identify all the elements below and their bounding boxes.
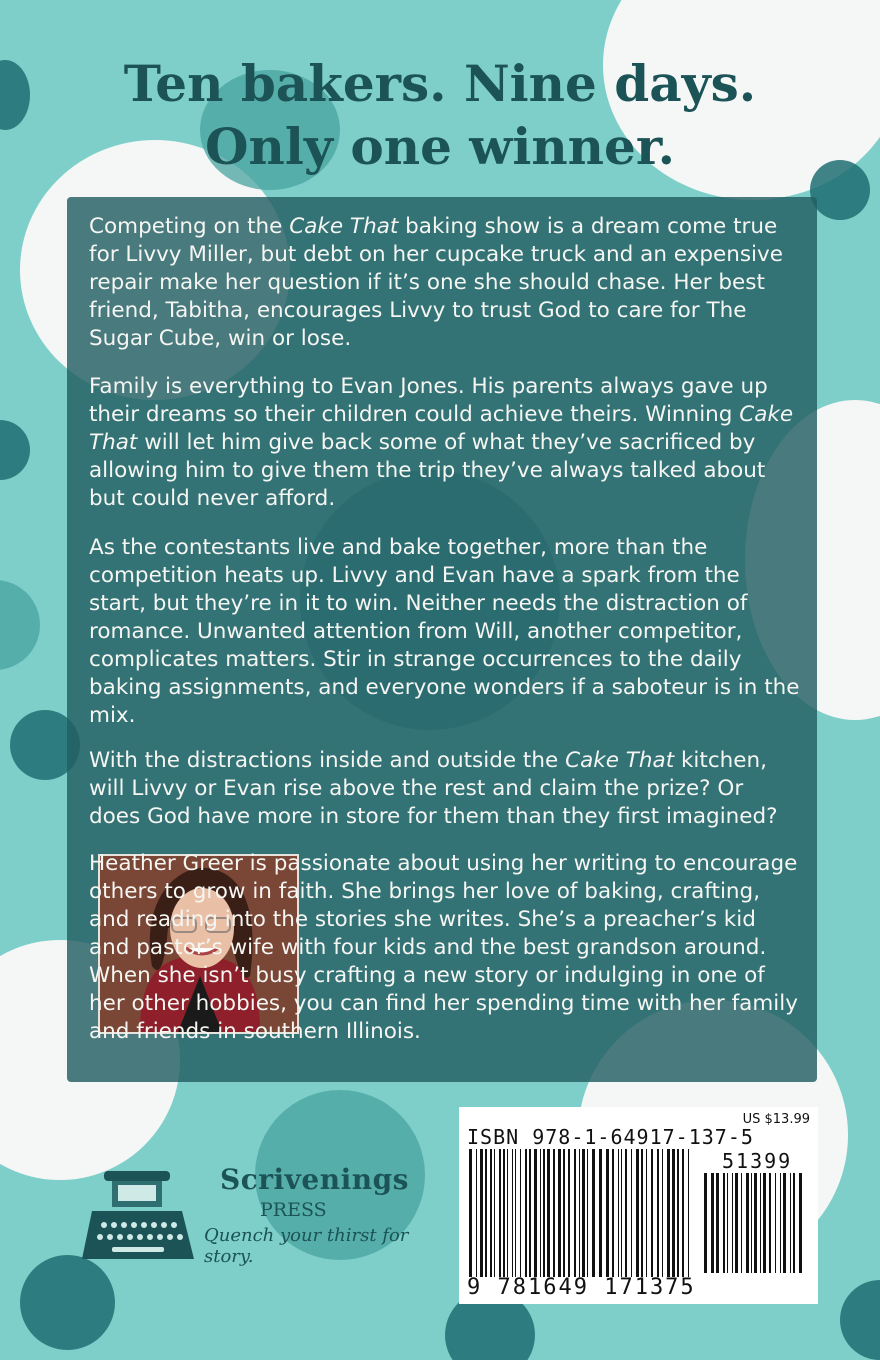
barcode-bar: [646, 1149, 647, 1277]
barcode-bar: [499, 1149, 501, 1277]
decorative-dot: [840, 1280, 880, 1360]
barcode-bar: [599, 1149, 602, 1277]
blurb-text: kitchen, will Livvy or Evan rise above the rest and claim the prize? Or does God have more in store for them than they first imagined?: [89, 748, 778, 829]
blurb-text: will let him give back some of what they’ve sacrificed by allowing him to give them the trip they’ve always talked about but could never afford.: [89, 430, 766, 511]
blurb-text: With the distractions inside and outside the: [89, 748, 566, 773]
barcode-bar: [636, 1149, 639, 1277]
publisher-logo: [82, 1163, 462, 1273]
barcode-bar: [793, 1173, 795, 1273]
isbn-barcode: [459, 1107, 818, 1304]
decorative-dot: [0, 420, 30, 480]
barcode-bar: [732, 1173, 733, 1273]
barcode-bar: [746, 1173, 749, 1273]
barcode-bar: [574, 1149, 576, 1277]
publisher-press: PRESS: [260, 1199, 327, 1221]
barcode-digits: 9 781649 171375: [467, 1275, 696, 1300]
barcode-bar: [723, 1173, 725, 1273]
blurb-text: baking show is a dream come true for Livvy Miller, but debt on her cupcake truck and an expensive repair make her question if it’s one she should chase. Her best friend, Tabitha, encourages Livvy to trust God to care for The Sugar Cube, win or lose.: [89, 214, 783, 351]
barcode-bar: [677, 1149, 679, 1277]
barcode-bar: [558, 1149, 561, 1277]
barcode-bar: [507, 1149, 508, 1277]
barcode-bar: [662, 1149, 663, 1277]
headline-line-1: Ten bakers. Nine days.: [123, 54, 757, 113]
barcode-bar: [606, 1149, 609, 1277]
barcode-bar: [760, 1173, 761, 1273]
barcode-bar: [667, 1149, 670, 1277]
barcode-bar: [587, 1149, 588, 1277]
barcode-bar: [553, 1149, 555, 1277]
barcode-bar: [682, 1149, 684, 1277]
publisher-name: Scrivenings: [220, 1163, 409, 1196]
barcode-bar: [688, 1149, 689, 1277]
addon-barcode-bars: [704, 1173, 804, 1273]
barcode-bar: [612, 1149, 614, 1277]
barcode-bar: [727, 1173, 728, 1273]
barcode-bars: [469, 1149, 694, 1277]
barcode-bar: [735, 1173, 738, 1273]
barcode-bar: [711, 1173, 714, 1273]
barcode-bar: [525, 1149, 527, 1277]
blurb-paragraph-2: [89, 373, 801, 513]
barcode-bar: [480, 1149, 483, 1277]
barcode-bar: [651, 1149, 653, 1277]
barcode-bar: [641, 1149, 643, 1277]
show-name: Cake That: [89, 402, 794, 455]
barcode-bar: [783, 1173, 786, 1273]
price-label: US $13.99: [742, 1112, 810, 1127]
blurb-paragraph-1: [89, 213, 801, 353]
barcode-bar: [631, 1149, 632, 1277]
typewriter-icon: [82, 1163, 202, 1273]
blurb-paragraph-4: [89, 747, 801, 831]
blurb-paragraph-3: As the contestants live and bake together, more than the competition heats up. Livvy and Evan have a spark from the start, but they’re in it to win. Neither needs the distraction of romance. Unwanted attention from Will, another competitor, complicates matters. Stir in strange occurrences to the daily baking assignments, and everyone wonders if a saboteur is in the mix.: [89, 535, 800, 728]
blurb-text: Competing on the: [89, 214, 290, 239]
barcode-bar: [790, 1173, 791, 1273]
barcode-bar: [672, 1149, 675, 1277]
barcode-bar: [741, 1173, 742, 1273]
barcode-bar: [512, 1149, 513, 1277]
barcode-bar: [704, 1173, 707, 1273]
publisher-tagline: Quench your thirst for story.: [204, 1225, 409, 1267]
barcode-bar: [529, 1149, 531, 1277]
isbn-label: ISBN 978-1-64917-137-5: [467, 1125, 754, 1149]
show-name: Cake That: [565, 748, 675, 773]
barcode-bar: [625, 1149, 627, 1277]
show-name: Cake That: [289, 214, 399, 239]
barcode-bar: [490, 1149, 492, 1277]
barcode-bar: [469, 1149, 472, 1277]
barcode-bar: [494, 1149, 495, 1277]
barcode-bar: [579, 1149, 580, 1277]
barcode-bar: [716, 1173, 719, 1273]
headline-line-2: Only one winner.: [205, 117, 675, 176]
barcode-bar: [751, 1173, 752, 1273]
barcode-bar: [582, 1149, 585, 1277]
barcode-bar: [476, 1149, 477, 1277]
barcode-bar: [540, 1149, 541, 1277]
barcode-bar: [568, 1149, 570, 1277]
barcode-bar: [769, 1173, 771, 1273]
barcode-bar: [592, 1149, 595, 1277]
barcode-bar: [503, 1149, 505, 1277]
barcode-bar: [547, 1149, 550, 1277]
barcode-bar: [543, 1149, 545, 1277]
barcode-bar: [754, 1173, 757, 1273]
blurb-panel: [67, 197, 817, 1082]
decorative-dot: [0, 580, 40, 670]
barcode-bar: [657, 1149, 659, 1277]
barcode-bar: [621, 1149, 622, 1277]
author-bio: Heather Greer is passionate about using her writing to encourage others to grow in faith. She brings her love of baking, crafting, and reading into the stories she writes. She’s a preacher’s kid and pastor’s wife with four kids and the best grandson around. When she isn’t busy crafting a new story or indulging in one of her other hobbies, you can find her spending time with her family and friends in southern Illinois.: [89, 851, 798, 1044]
headline: [0, 52, 880, 178]
barcode-bar: [534, 1149, 537, 1277]
barcode-bar: [763, 1173, 766, 1273]
barcode-bar: [563, 1149, 565, 1277]
blurb-text: Family is everything to Evan Jones. His parents always gave up their dreams so their children could achieve theirs. Winning: [89, 374, 768, 427]
barcode-bar: [515, 1149, 516, 1277]
barcode-bar: [780, 1173, 781, 1273]
barcode-bar: [618, 1149, 619, 1277]
barcode-bar: [520, 1149, 521, 1277]
price-code: 51399: [722, 1149, 793, 1173]
barcode-bar: [485, 1149, 487, 1277]
barcode-bar: [775, 1173, 776, 1273]
barcode-bar: [799, 1173, 802, 1273]
